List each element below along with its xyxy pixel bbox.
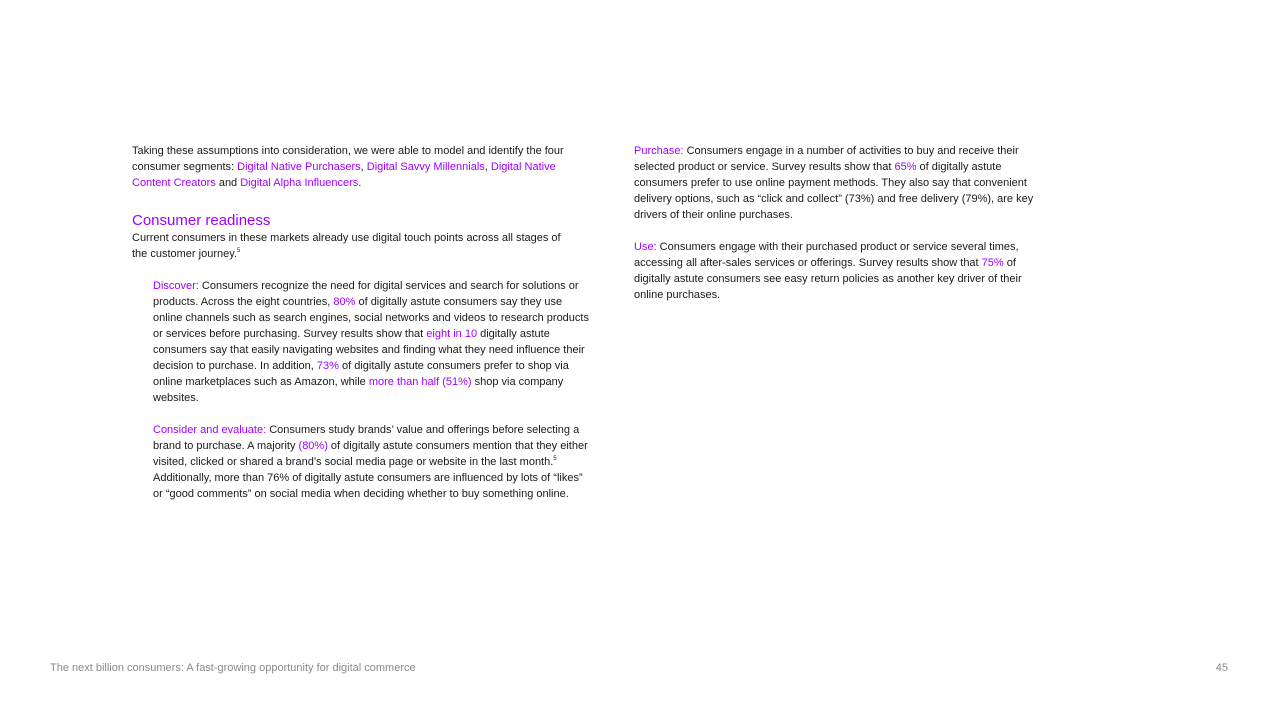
intro-separator: , <box>484 161 491 173</box>
discover-text: shop via company websites. <box>153 376 564 404</box>
use-stat: 75% <box>981 257 1004 269</box>
readiness-paragraph <box>132 230 572 262</box>
discover-stat: 73% <box>316 360 339 372</box>
use-text: Consumers engage with their purchased product or service several times, accessing all after-sales services or offerings. Survey results show that <box>634 241 1019 269</box>
discover-text: digitally astute consumers say that easily navigating websites and finding what they need influence their decision to purchase. In addition, <box>153 328 585 372</box>
footer-title: The next billion consumers: A fast-growing opportunity for digital commerce <box>50 662 416 674</box>
intro-separator: , <box>360 161 367 173</box>
discover-label: Discover: <box>153 280 199 292</box>
discover-text: of digitally astute consumers prefer to shop via online marketplaces such as Amazon, while <box>153 360 569 388</box>
section-heading: Consumer readiness <box>132 212 271 229</box>
left-column <box>132 143 589 502</box>
discover-paragraph <box>132 278 589 406</box>
purchase-paragraph <box>634 143 1054 223</box>
purchase-text: of digitally astute consumers prefer to use online payment methods. They also say that convenient delivery options, such as “click and collect” (73%) and free delivery (79%), are key drivers of their online purchases. <box>634 161 1034 221</box>
purchase-label: Purchase: <box>634 145 684 157</box>
consider-paragraph <box>132 422 589 502</box>
consider-text: Additionally, more than 76% of digitally astute consumers are influenced by lots of “likes” or “good comments” on social media when deciding whether to buy something online. <box>153 472 583 500</box>
use-paragraph <box>634 239 1054 303</box>
purchase-stat: 65% <box>894 161 917 173</box>
intro-separator: and <box>215 177 241 189</box>
consider-label: Consider and evaluate: <box>153 424 267 436</box>
segment-digital-native-content-creators: Digital Native Content Creators <box>132 161 556 189</box>
footnote-marker: 5 <box>236 248 241 254</box>
discover-stat: more than half (51%) <box>368 376 472 388</box>
consider-text: Consumers study brands’ value and offerings before selecting a brand to purchase. A majority <box>153 424 580 452</box>
purchase-text: Consumers engage in a number of activities to buy and receive their selected product or service. Survey results show that <box>634 145 1019 173</box>
segment-digital-savvy-millennials: Digital Savvy Millennials <box>366 161 485 173</box>
discover-stat: eight in 10 <box>426 328 478 340</box>
discover-stat: 80% <box>333 296 356 308</box>
page-number: 45 <box>1215 662 1228 674</box>
discover-text: Consumers recognize the need for digital services and search for solutions or products. Across the eight countries, <box>153 280 579 308</box>
use-text: of digitally astute consumers see easy return policies as another key driver of their online purchases. <box>634 257 1022 301</box>
segment-digital-native-purchasers: Digital Native Purchasers <box>237 161 361 173</box>
discover-text: of digitally astute consumers say they use online channels such as search engines, social networks and videos to research products or services before purchasing. Survey results show that <box>153 296 589 340</box>
intro-text: Taking these assumptions into consideration, we were able to model and identify the four consumer segments: <box>132 145 564 173</box>
consider-stat: (80%) <box>298 440 328 452</box>
intro-end: . <box>358 177 362 189</box>
consider-text: of digitally astute consumers mention that they either visited, clicked or shared a brand’s social media page or website in the last month. <box>153 440 588 468</box>
footnote-marker: 5 <box>553 456 557 462</box>
right-column <box>634 143 1054 303</box>
readiness-text: Current consumers in these markets already use digital touch points across all stages of the customer journey. <box>132 232 561 260</box>
use-label: Use: <box>634 241 657 253</box>
segment-digital-alpha-influencers: Digital Alpha Influencers <box>240 177 359 189</box>
intro-paragraph <box>132 143 572 191</box>
